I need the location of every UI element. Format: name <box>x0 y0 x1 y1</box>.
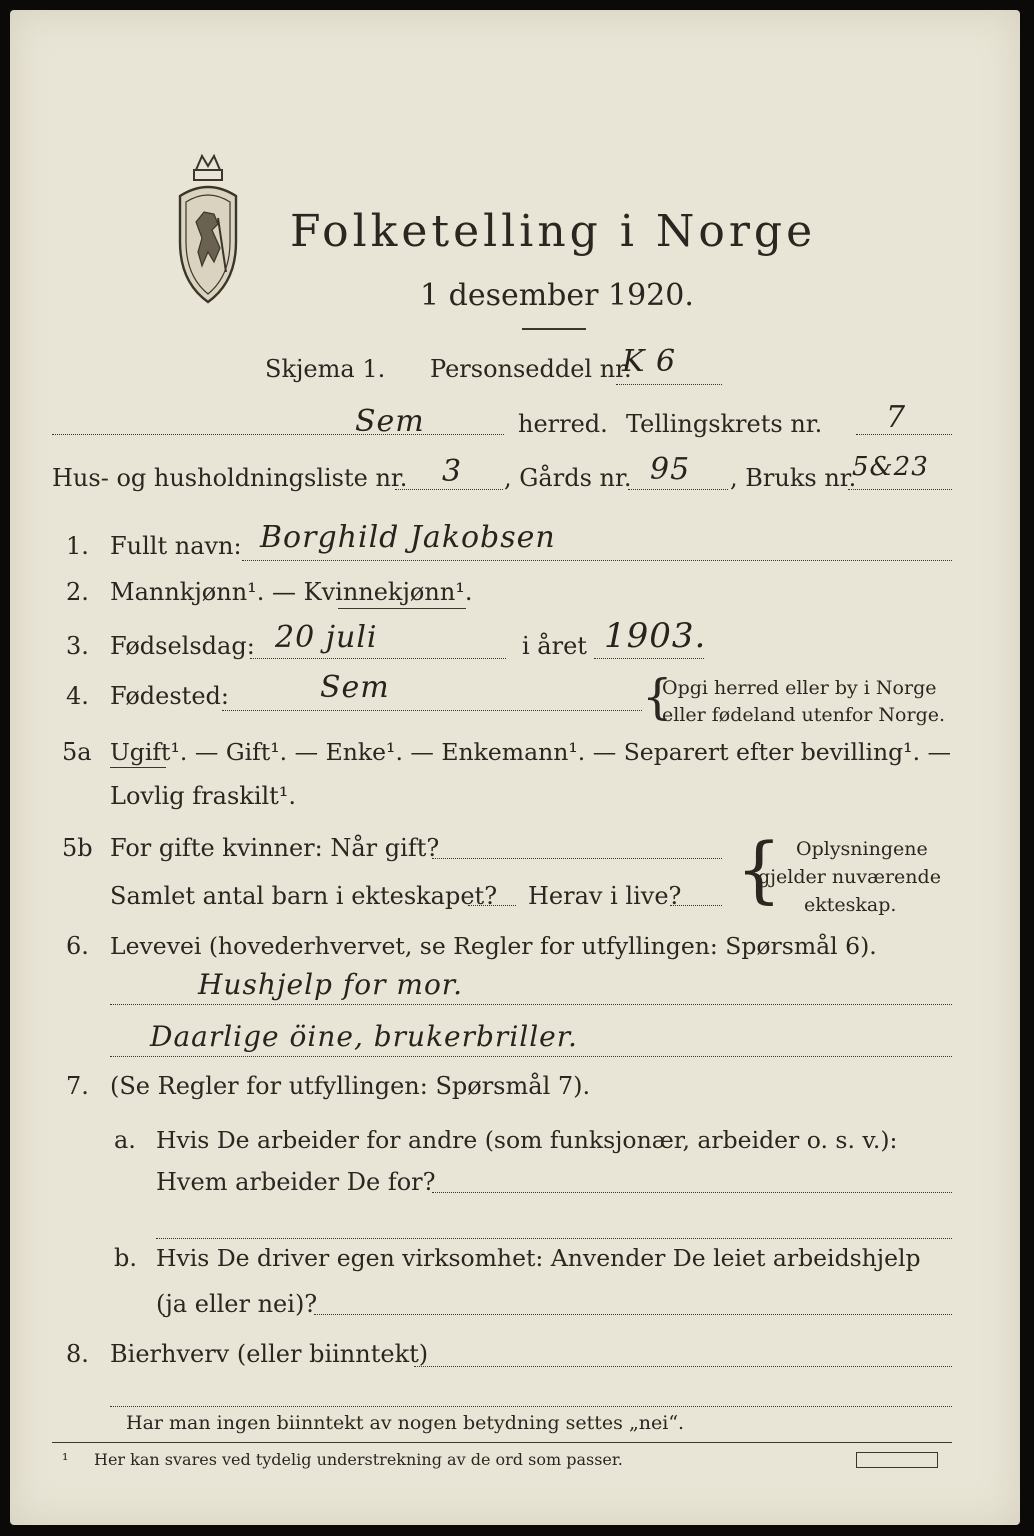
birth-year-value[interactable]: 1903. <box>604 616 707 656</box>
q8-label: Bierhverv (eller biinntekt) <box>110 1340 429 1368</box>
q7-label: (Se Regler for utfyllingen: Spørsmål 7). <box>110 1072 591 1100</box>
skjema-label: Skjema 1. <box>265 355 386 383</box>
gards-value[interactable]: 95 <box>650 452 691 487</box>
q5b-children-label: Samlet antal barn i ekteskapet? <box>110 882 498 910</box>
footer-divider <box>52 1442 952 1443</box>
q7a-employer-label: Hvem arbeider De for? <box>156 1168 436 1196</box>
census-date: 1 desember 1920. <box>420 278 694 313</box>
q7a-letter: a. <box>114 1126 136 1154</box>
personseddel-label: Personseddel nr. <box>430 355 632 383</box>
q6-label: Levevei (hovederhvervet, se Regler for utfyllingen: Spørsmål 6). <box>110 932 877 960</box>
q1-label: Fullt navn: <box>110 532 242 560</box>
footnote-text: Her kan svares ved tydelig understrekning av de ord som passer. <box>94 1450 623 1469</box>
side-income-field[interactable] <box>414 1366 952 1367</box>
marital-options[interactable]: Ugift¹. — Gift¹. — Enke¹. — Enkemann¹. — Separert efter bevilling¹. — <box>110 738 952 766</box>
occupation-value[interactable]: Hushjelp for mor. <box>198 968 464 1001</box>
q3-label: Fødselsdag: <box>110 632 255 660</box>
form-title: Folketelling i Norge <box>290 206 817 257</box>
q4-note-2: eller fødeland utenfor Norge. <box>662 704 946 726</box>
q3-year-label: i året <box>522 632 587 660</box>
q5b-alive-label: Herav i live? <box>528 882 682 910</box>
q4-note-1: Opgi herred eller by i Norge <box>662 677 937 699</box>
q7b-label: Hvis De driver egen virksomhet: Anvender De leiet arbeidshjelp <box>156 1244 921 1272</box>
employer-field[interactable] <box>432 1192 952 1193</box>
census-form <box>10 10 1020 1525</box>
q5b-number: 5b <box>62 834 93 862</box>
q5b-note-2: gjelder nuværende <box>758 866 941 888</box>
coat-of-arms-icon <box>168 152 248 312</box>
q7b-letter: b. <box>114 1244 137 1272</box>
q7a-label: Hvis De arbeider for andre (som funksjonær, arbeider o. s. v.): <box>156 1126 898 1154</box>
kvinnekjonn-underline <box>338 608 466 609</box>
hired-help-field[interactable] <box>314 1314 952 1315</box>
q7-number: 7. <box>66 1072 89 1100</box>
ugift-underline <box>110 767 166 768</box>
q2-number: 2. <box>66 578 89 606</box>
footnote-mark: ¹ <box>62 1450 69 1469</box>
q4-number: 4. <box>66 682 89 710</box>
q3-number: 3. <box>66 632 89 660</box>
q4-label: Fødested: <box>110 682 229 710</box>
q1-number: 1. <box>66 532 89 560</box>
footer-note: Har man ingen biinntekt av nogen betydning settes „nei“. <box>126 1412 685 1434</box>
tellingskrets-value[interactable]: 7 <box>886 400 907 435</box>
title-divider <box>522 328 586 330</box>
personseddel-value[interactable]: K 6 <box>622 344 677 379</box>
marital-options-2[interactable]: Lovlig fraskilt¹. <box>110 782 297 810</box>
q5b-note-1: Oplysningene <box>796 838 928 860</box>
q5a-number: 5a <box>62 738 92 766</box>
birthplace-value[interactable]: Sem <box>320 670 390 705</box>
q5b-brace: { <box>736 827 782 911</box>
bruks-value[interactable]: 5&23 <box>852 452 929 482</box>
hus-label: Hus- og husholdningsliste nr. <box>52 464 408 492</box>
birthdate-value[interactable]: 20 juli <box>275 620 378 655</box>
printer-stamp <box>856 1452 938 1468</box>
q5b-note-3: ekteskap. <box>804 894 897 916</box>
q4-brace: { <box>642 669 673 725</box>
q7b-yesno-label: (ja eller nei)? <box>156 1290 318 1318</box>
q5b-label: For gifte kvinner: Når gift? <box>110 834 440 862</box>
occupation-note-value[interactable]: Daarlige öine, brukerbriller. <box>150 1020 578 1053</box>
gards-label: , Gårds nr. <box>504 464 632 492</box>
bruks-label: , Bruks nr. <box>730 464 857 492</box>
q8-number: 8. <box>66 1340 89 1368</box>
hus-value[interactable]: 3 <box>442 454 463 489</box>
gender-options[interactable]: Mannkjønn¹. — Kvinnekjønn¹. <box>110 578 473 606</box>
herred-value[interactable]: Sem <box>355 404 425 439</box>
full-name-value[interactable]: Borghild Jakobsen <box>260 520 556 555</box>
q6-number: 6. <box>66 932 89 960</box>
tellingskrets-label: Tellingskrets nr. <box>626 410 823 438</box>
herred-label: herred. <box>518 410 608 438</box>
